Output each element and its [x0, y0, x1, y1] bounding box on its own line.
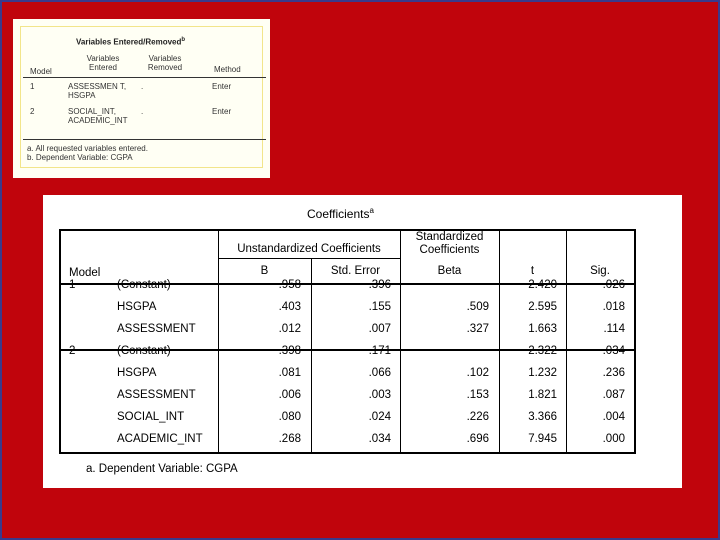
- cell-model: 2: [69, 345, 76, 357]
- header-removed: Variables Removed: [147, 54, 183, 72]
- cell-variable: ACADEMIC_INT: [117, 433, 203, 445]
- cell-b: .958: [278, 279, 301, 291]
- divider: [23, 139, 266, 140]
- cell-b: .268: [278, 433, 301, 445]
- row2-entered: SOCIAL_INT, ACADEMIC_INT: [68, 107, 128, 125]
- cell-variable: HSGPA: [117, 367, 157, 379]
- cell-beta: .327: [466, 323, 489, 335]
- cell-t: 7.945: [528, 433, 557, 445]
- cell-std-error: .155: [368, 301, 391, 313]
- cell-variable: (Constant): [117, 279, 171, 291]
- cell-b: .403: [278, 301, 301, 313]
- cell-variable: SOCIAL_INT: [117, 411, 185, 423]
- cell-std-error: .007: [368, 323, 391, 335]
- cell-sig: .236: [602, 367, 625, 379]
- cell-std-error: .171: [368, 345, 391, 357]
- cell-b: .080: [278, 411, 301, 423]
- header-unstandardized: Unstandardized Coefficients: [237, 243, 381, 255]
- row2-model: 2: [30, 107, 35, 116]
- cell-sig: .004: [602, 411, 625, 423]
- cell-t: 1.821: [528, 389, 557, 401]
- cell-beta: .509: [466, 301, 489, 313]
- coefficients-panel: [43, 195, 682, 488]
- cell-variable: (Constant): [117, 345, 171, 357]
- cell-beta: .102: [466, 367, 489, 379]
- header-method: Method: [214, 65, 241, 74]
- cell-sig: .034: [602, 345, 625, 357]
- header-b: B: [260, 265, 269, 277]
- row2-removed: .: [141, 107, 144, 116]
- cell-variable: ASSESSMENT: [117, 389, 196, 401]
- coefficients-title: Coefficients$^a$: [307, 206, 374, 221]
- header-std-error: Std. Error: [330, 265, 381, 277]
- cell-t: 1.663: [528, 323, 557, 335]
- cell-sig: .114: [603, 323, 625, 335]
- row-divider: [218, 258, 400, 259]
- cell-std-error: .024: [368, 411, 391, 423]
- cell-beta: .226: [466, 411, 489, 423]
- cell-std-error: .396: [368, 279, 391, 291]
- note-a: a. All requested variables entered.: [27, 144, 148, 153]
- cell-model: 1: [69, 279, 76, 291]
- cell-sig: .018: [602, 301, 625, 313]
- row1-method: Enter: [212, 82, 232, 91]
- cell-sig: .026: [602, 279, 625, 291]
- cell-b: .012: [278, 323, 301, 335]
- row2-method: Enter: [212, 107, 232, 116]
- cell-b: .081: [278, 367, 301, 379]
- cell-variable: ASSESSMENT: [117, 323, 196, 335]
- variables-entered-removed-panel: [13, 19, 270, 178]
- cell-beta: .696: [466, 433, 489, 445]
- coefficients-table: [59, 229, 636, 454]
- note-b: b. Dependent Variable: CGPA: [27, 153, 133, 162]
- divider: [23, 77, 266, 78]
- cell-b: .398: [278, 345, 301, 357]
- cell-sig: .087: [602, 389, 625, 401]
- header-model: Model: [69, 267, 101, 279]
- cell-t: 2.595: [528, 301, 557, 313]
- row1-model: 1: [30, 82, 35, 91]
- cell-t: 2.420: [528, 279, 557, 291]
- cell-b: .006: [278, 389, 301, 401]
- header-entered: Variables Entered: [86, 54, 120, 72]
- cell-std-error: .034: [368, 433, 391, 445]
- small-table-title: Variables Entered/Removed$^b$: [76, 37, 186, 47]
- row1-entered: ASSESSMEN T, HSGPA: [68, 82, 127, 100]
- cell-sig: .000: [602, 433, 625, 445]
- header-beta: Beta: [437, 265, 462, 277]
- cell-t: 2.322: [528, 345, 557, 357]
- cell-std-error: .003: [368, 389, 391, 401]
- row1-removed: .: [141, 82, 144, 91]
- header-standardized: Standardized Coefficients: [415, 231, 484, 256]
- cell-std-error: .066: [368, 367, 391, 379]
- cell-beta: .153: [466, 389, 489, 401]
- cell-t: 1.232: [528, 367, 557, 379]
- cell-t: 3.366: [528, 411, 557, 423]
- header-model: Model: [30, 67, 52, 76]
- header-t: t: [530, 265, 535, 277]
- footnote: a. Dependent Variable: CGPA: [86, 463, 238, 475]
- header-sig: Sig.: [590, 265, 610, 277]
- cell-variable: HSGPA: [117, 301, 157, 313]
